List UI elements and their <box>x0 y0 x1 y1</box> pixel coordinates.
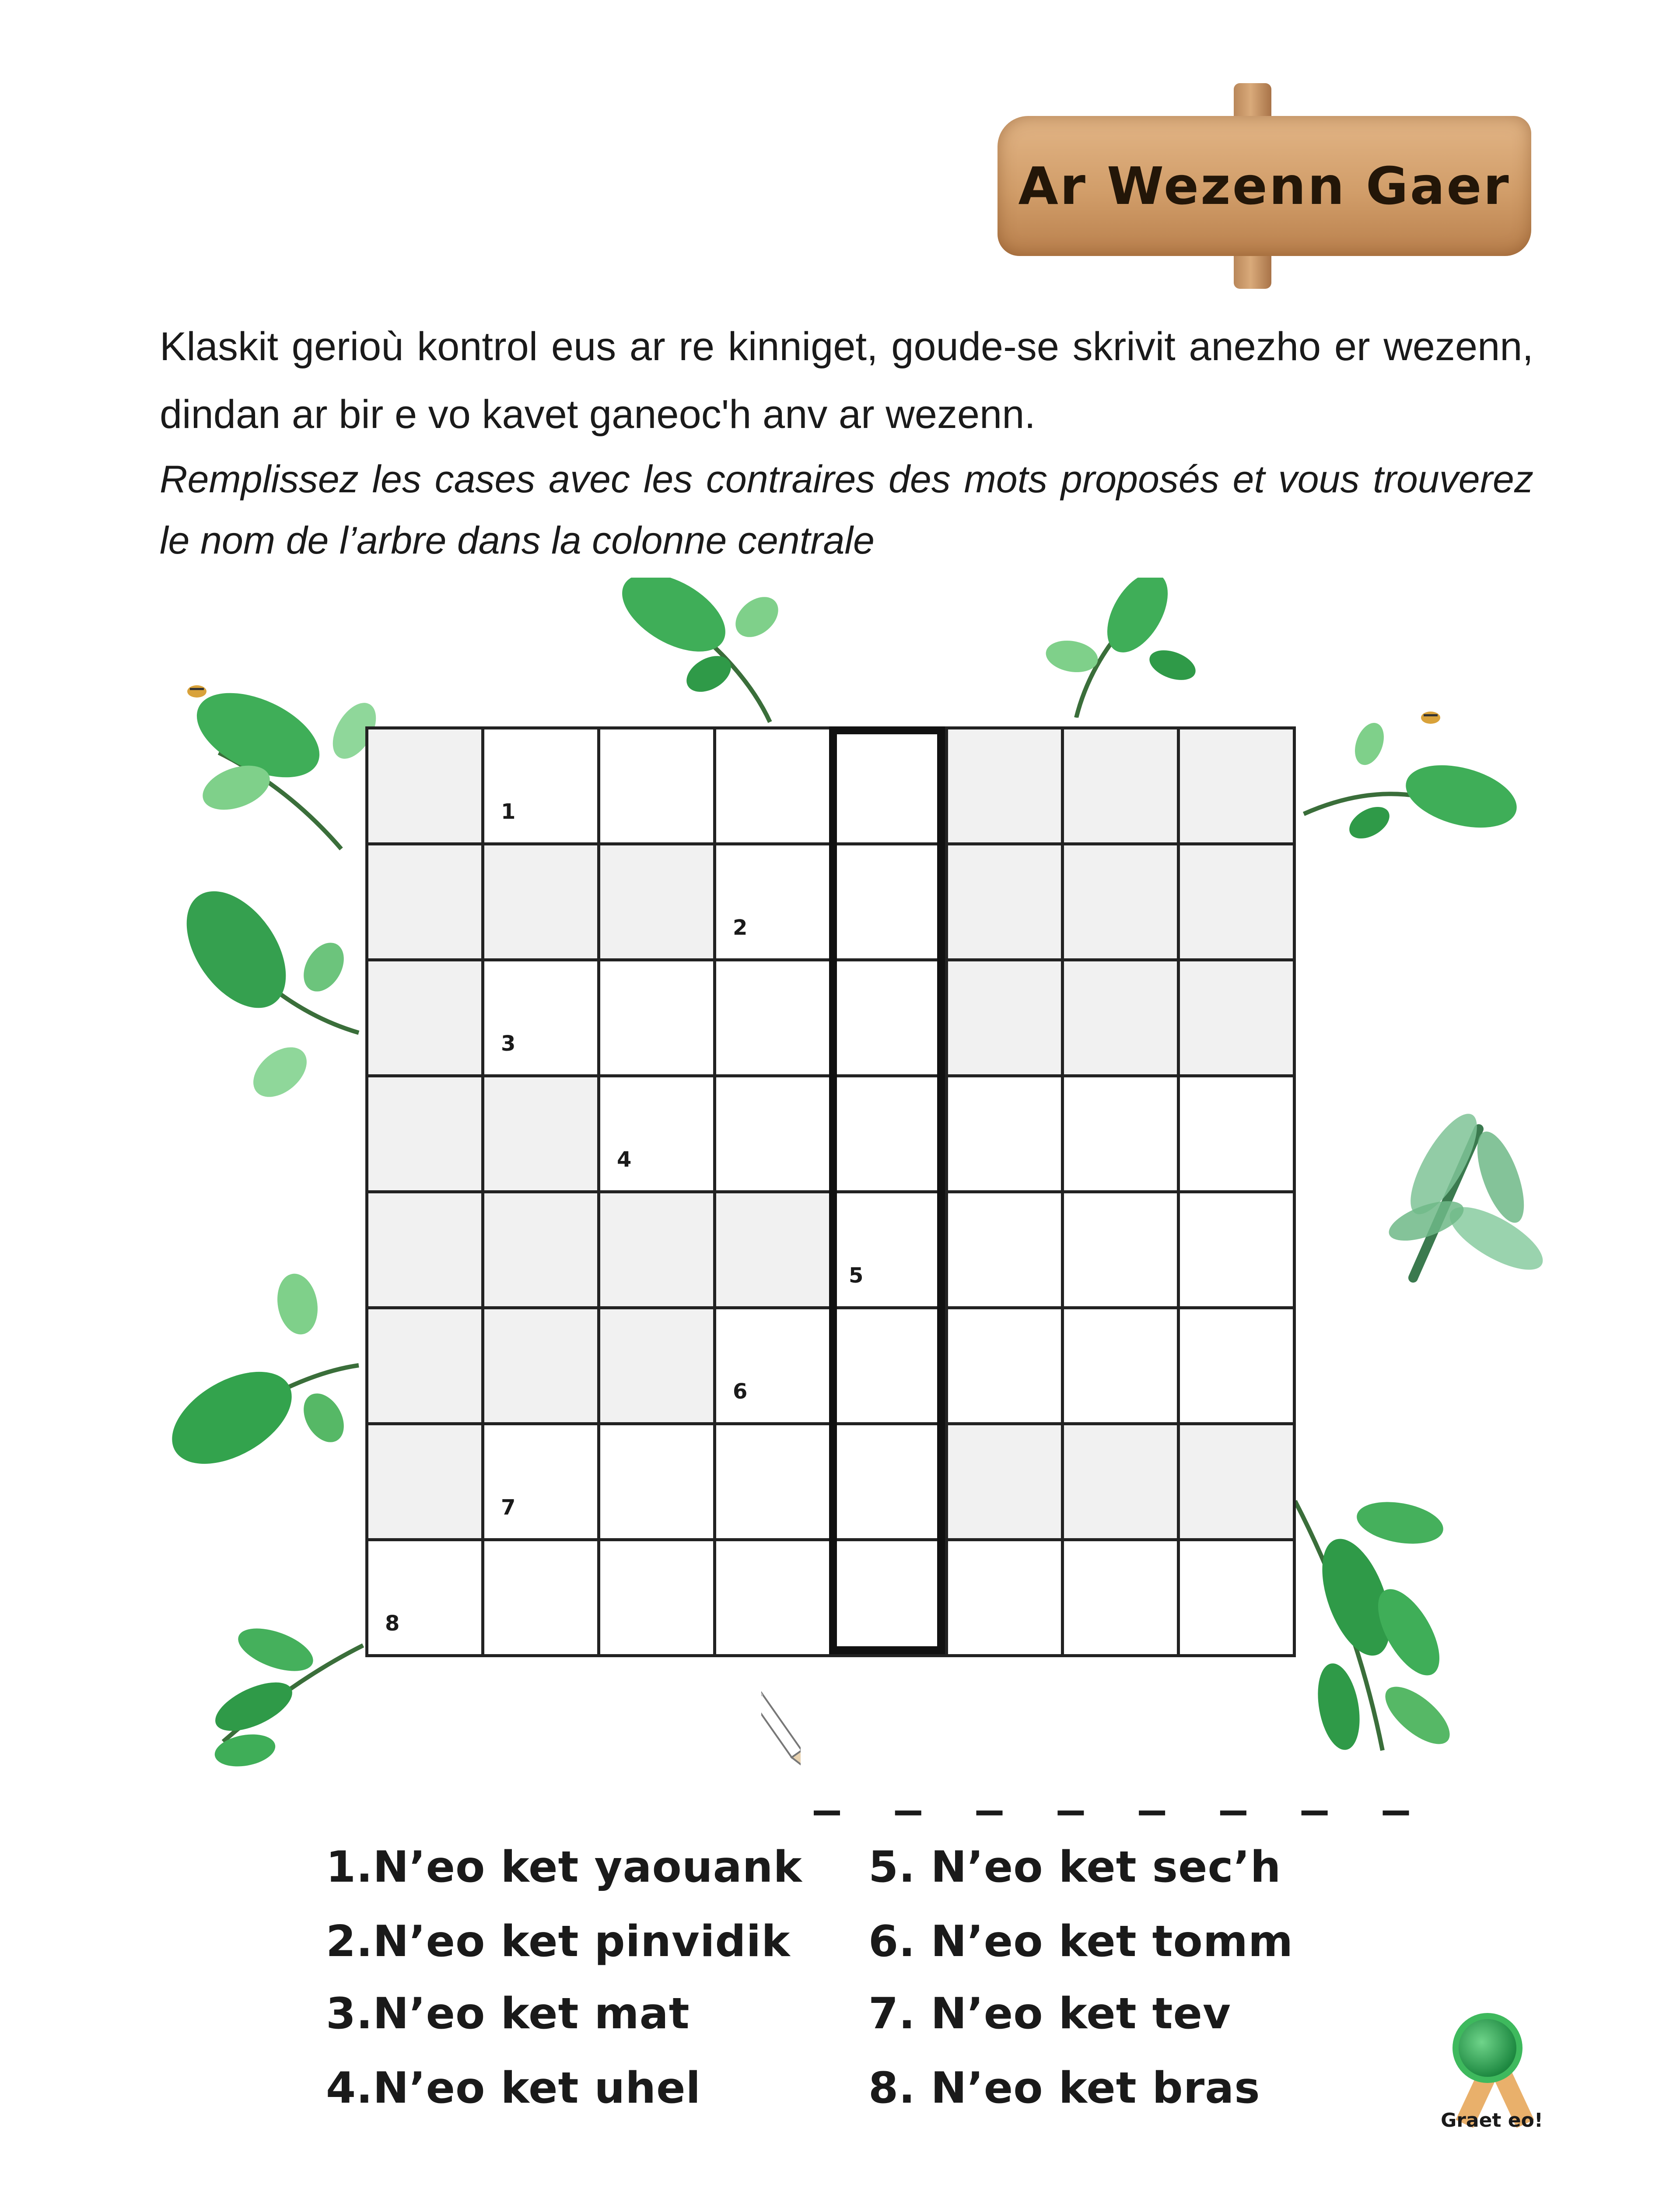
crossword-cell[interactable] <box>948 1309 1064 1425</box>
clue-4: 4.N’eo ket uhel <box>326 2063 701 2113</box>
crossword-cell-blocked <box>600 1309 716 1425</box>
crossword-cell-blocked <box>1180 729 1296 845</box>
crossword-cell[interactable] <box>716 845 832 961</box>
crossword-cell[interactable] <box>1064 1077 1180 1193</box>
leaf-decoration-top-right <box>1295 691 1540 858</box>
crossword-cell-blocked <box>1064 729 1180 845</box>
crossword-cell-blocked <box>368 845 484 961</box>
crossword-center-column <box>829 726 945 1654</box>
instructions-breton: Klaskit gerioù kontrol eus ar re kinniget, goude-se skrivit anezho er wezenn, dindan ar bir e vo kavet ganeoc'h anv ar wezenn. <box>160 324 1533 437</box>
crossword-cell[interactable] <box>600 1077 716 1193</box>
crossword-cell-blocked <box>368 1077 484 1193</box>
leaf-decoration-bottom-left <box>197 1610 381 1768</box>
crossword-cell[interactable] <box>600 729 716 845</box>
crossword-cell-blocked <box>948 845 1064 961</box>
clue-number: 3 <box>501 1031 516 1056</box>
answer-blank[interactable]: _ _ _ _ _ _ _ _ <box>814 1755 1428 1816</box>
leaf-decoration-top-center-2 <box>1015 578 1199 718</box>
leaf-decoration-left-2 <box>166 1260 376 1488</box>
crossword-cell-blocked <box>1180 845 1296 961</box>
dragonfly-illustration <box>1365 1112 1549 1304</box>
clue-number: 2 <box>733 915 748 940</box>
crossword-cell[interactable] <box>716 1425 832 1541</box>
crossword-cell-blocked <box>948 1425 1064 1541</box>
clue-number: 4 <box>617 1147 632 1172</box>
crossword-cell-blocked <box>1064 1425 1180 1541</box>
clue-8: 8. N’eo ket bras <box>868 2063 1260 2113</box>
badge-label: Graet eo! <box>1441 2109 1543 2132</box>
clue-3: 3.N’eo ket mat <box>326 1989 690 2039</box>
crossword-cell-blocked <box>368 1425 484 1541</box>
crossword-cell-blocked <box>600 845 716 961</box>
clue-6: 6. N’eo ket tomm <box>868 1917 1294 1967</box>
leaf-decoration-bottom-right <box>1286 1488 1479 1768</box>
clue-number: 5 <box>849 1263 864 1288</box>
crossword-cell-blocked <box>484 1193 600 1309</box>
clue-5: 5. N’eo ket sec’h <box>868 1842 1281 1892</box>
crossword-cell[interactable] <box>1180 1193 1296 1309</box>
clue-1: 1.N’eo ket yaouank <box>326 1842 802 1892</box>
crossword-cell[interactable] <box>948 1077 1064 1193</box>
crossword-cell-blocked <box>368 961 484 1077</box>
crossword-cell[interactable] <box>716 1541 832 1657</box>
crossword-cell-blocked <box>484 1309 600 1425</box>
crossword-cell-blocked <box>368 1309 484 1425</box>
crossword-cell[interactable] <box>716 729 832 845</box>
instructions-french: Remplissez les cases avec les contraires des mots proposés et vous trouverez le nom de l’arbre dans la colonne centrale <box>160 457 1533 562</box>
crossword-cell[interactable] <box>1064 1309 1180 1425</box>
clue-number: 7 <box>501 1495 516 1520</box>
crossword-cell-blocked <box>600 1193 716 1309</box>
clue-number: 8 <box>385 1611 400 1636</box>
crossword-cell[interactable] <box>600 961 716 1077</box>
crossword-cell[interactable] <box>948 1541 1064 1657</box>
crossword-cell[interactable] <box>484 1541 600 1657</box>
crossword-cell-blocked <box>716 1193 832 1309</box>
crossword-cell[interactable] <box>600 1425 716 1541</box>
crossword-cell-blocked <box>484 1077 600 1193</box>
crossword-cell-blocked <box>948 729 1064 845</box>
crossword-cell[interactable] <box>716 1077 832 1193</box>
crossword-cell[interactable] <box>484 1425 600 1541</box>
crossword-cell[interactable] <box>716 1309 832 1425</box>
crossword-cell[interactable] <box>948 1193 1064 1309</box>
clue-number: 6 <box>733 1379 748 1404</box>
crossword-cell-blocked <box>1064 961 1180 1077</box>
crossword-cell-blocked <box>948 961 1064 1077</box>
crossword-cell-blocked <box>1180 1425 1296 1541</box>
clue-number: 1 <box>501 799 516 824</box>
leaf-decoration-top-center-1 <box>612 578 805 726</box>
pencil-icon <box>761 1676 801 1790</box>
crossword-cell-blocked <box>368 729 484 845</box>
crossword-cell-blocked <box>1180 961 1296 1077</box>
crossword-cell[interactable] <box>600 1541 716 1657</box>
crossword-cell[interactable] <box>368 1541 484 1657</box>
leaf-decoration-left-1 <box>175 875 376 1120</box>
crossword-cell[interactable] <box>1180 1077 1296 1193</box>
clue-7: 7. N’eo ket tev <box>868 1989 1231 2039</box>
crossword-cell[interactable] <box>1180 1309 1296 1425</box>
clue-2: 2.N’eo ket pinvidik <box>326 1917 791 1967</box>
crossword-cell[interactable] <box>484 961 600 1077</box>
crossword-cell[interactable] <box>716 961 832 1077</box>
crossword-cell-blocked <box>1064 845 1180 961</box>
crossword-cell-blocked <box>368 1193 484 1309</box>
crossword-cell[interactable] <box>1064 1541 1180 1657</box>
crossword-cell[interactable] <box>484 729 600 845</box>
page-title: Ar Wezenn Gaer <box>1018 156 1511 216</box>
medal-icon <box>1452 2013 1522 2083</box>
crossword-cell[interactable] <box>1064 1193 1180 1309</box>
crossword-cell-blocked <box>484 845 600 961</box>
crossword-cell[interactable] <box>1180 1541 1296 1657</box>
